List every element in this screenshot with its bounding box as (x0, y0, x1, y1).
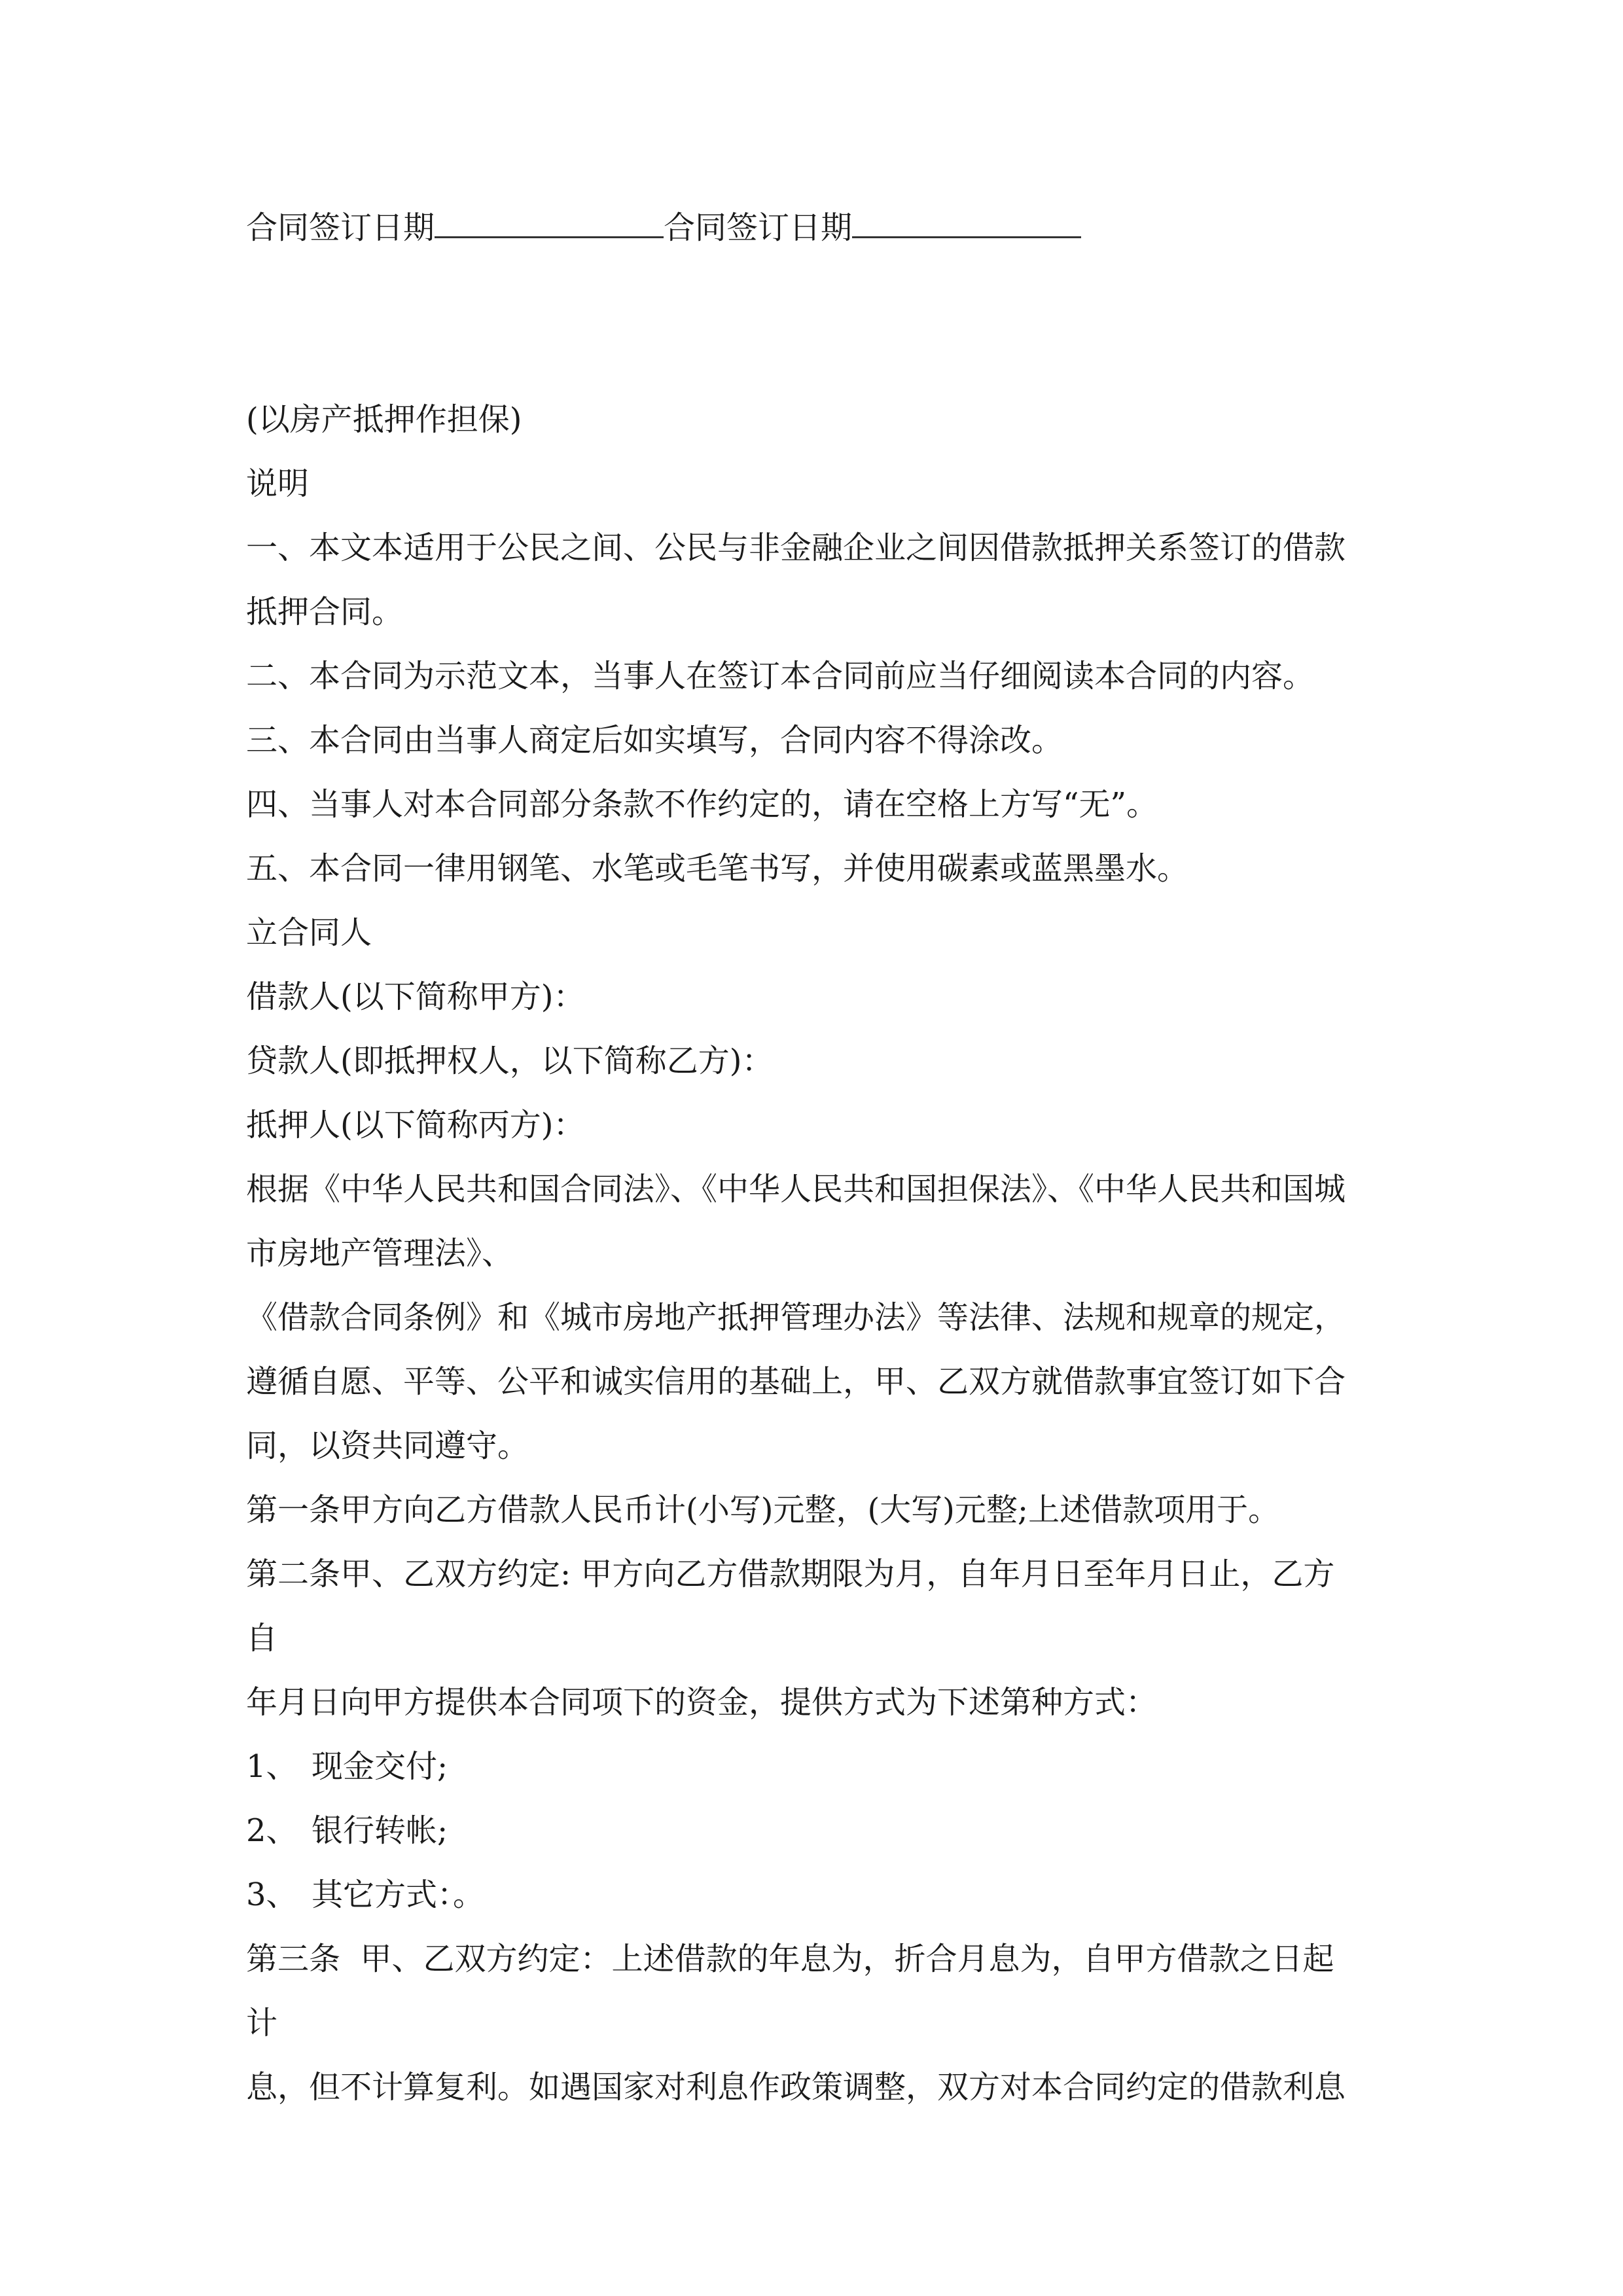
borrower-line: 借款人(以下简称甲方)： (246, 978, 585, 1015)
signing-date-line (246, 194, 1385, 262)
list-item-text: 现金交付; (312, 1748, 448, 1785)
paragraph-line: 抵押合同。 (246, 594, 404, 630)
paragraph-line: 同，以资共同遵守。 (246, 1427, 529, 1464)
article-2-line: 第二条甲、乙双方约定: 甲方向乙方借款期限为月，自年月日至年月日止，乙方 (246, 1556, 1335, 1592)
list-item (246, 1863, 1385, 1927)
parties-heading: 立合同人 (246, 914, 372, 951)
paragraph-line: 遵循自愿、平等、公平和诚实信用的基础上，甲、乙双方就借款事宜签订如下合 (246, 1363, 1346, 1400)
spacer (246, 262, 1385, 387)
article-3-line: 第三条 甲、乙双方约定：上述借款的年息为，折合月息为，自甲方借款之日起 (246, 1941, 1334, 1977)
paragraph-line: 根据《中华人民共和国合同法》、《中华人民共和国担保法》、《中华人民共和国城 (246, 1171, 1346, 1208)
paragraph-line: 《借款合同条例》和《城市房地产抵押管理办法》等法律、法规和规章的规定， (246, 1299, 1346, 1336)
mortgagor-line: 抵押人(以下简称丙方)： (246, 1107, 585, 1143)
article-3-line: 计 (246, 2005, 278, 2041)
list-item-text: 其它方式：。 (312, 1876, 485, 1913)
explanation-heading: 说明 (246, 465, 310, 502)
signing-date-label-1: 合同签订日期 (246, 209, 435, 246)
signing-date-label-2: 合同签订日期 (664, 209, 853, 246)
article-3-line: 息，但不计算复利。如遇国家对利息作政策调整，双方对本合同约定的借款利息 (246, 2069, 1346, 2106)
list-item-text: 银行转帐; (312, 1812, 448, 1849)
article-2-line: 自 (246, 1620, 278, 1657)
list-item-number: 3、 (246, 1876, 298, 1913)
article-2-line: 年月日向甲方提供本合同项下的资金，提供方式为下述第种方式： (246, 1684, 1158, 1721)
list-item-number: 2、 (246, 1812, 298, 1849)
paragraph-line: 四、当事人对本合同部分条款不作约定的，请在空格上方写“无”。 (246, 786, 1158, 823)
lender-line: 贷款人(即抵押权人，以下简称乙方)： (246, 1043, 774, 1079)
paragraph-line: 三、本合同由当事人商定后如实填写，合同内容不得涂改。 (246, 722, 1063, 759)
list-item (246, 1799, 1385, 1863)
paragraph-line: 二、本合同为示范文本，当事人在签订本合同前应当仔细阅读本合同的内容。 (246, 658, 1315, 694)
signing-date-blank-2[interactable] (852, 200, 1081, 238)
list-item (246, 1734, 1385, 1799)
article-1-line: 第一条甲方向乙方借款人民币计(小写)元整，(大写)元整;上述借款项用于。 (246, 1492, 1280, 1528)
paragraph-line: 市房地产管理法》、 (246, 1235, 514, 1272)
document-content (246, 194, 1385, 2119)
paragraph-line: 五、本合同一律用钢笔、水笔或毛笔书写，并使用碳素或蓝黑墨水。 (246, 850, 1189, 887)
signing-date-blank-1[interactable] (435, 200, 664, 238)
list-item-number: 1、 (246, 1748, 298, 1785)
document-subtitle: (以房产抵押作担保) (246, 401, 522, 438)
paragraph-line: 一、本文本适用于公民之间、公民与非金融企业之间因借款抵押关系签订的借款 (246, 529, 1346, 566)
